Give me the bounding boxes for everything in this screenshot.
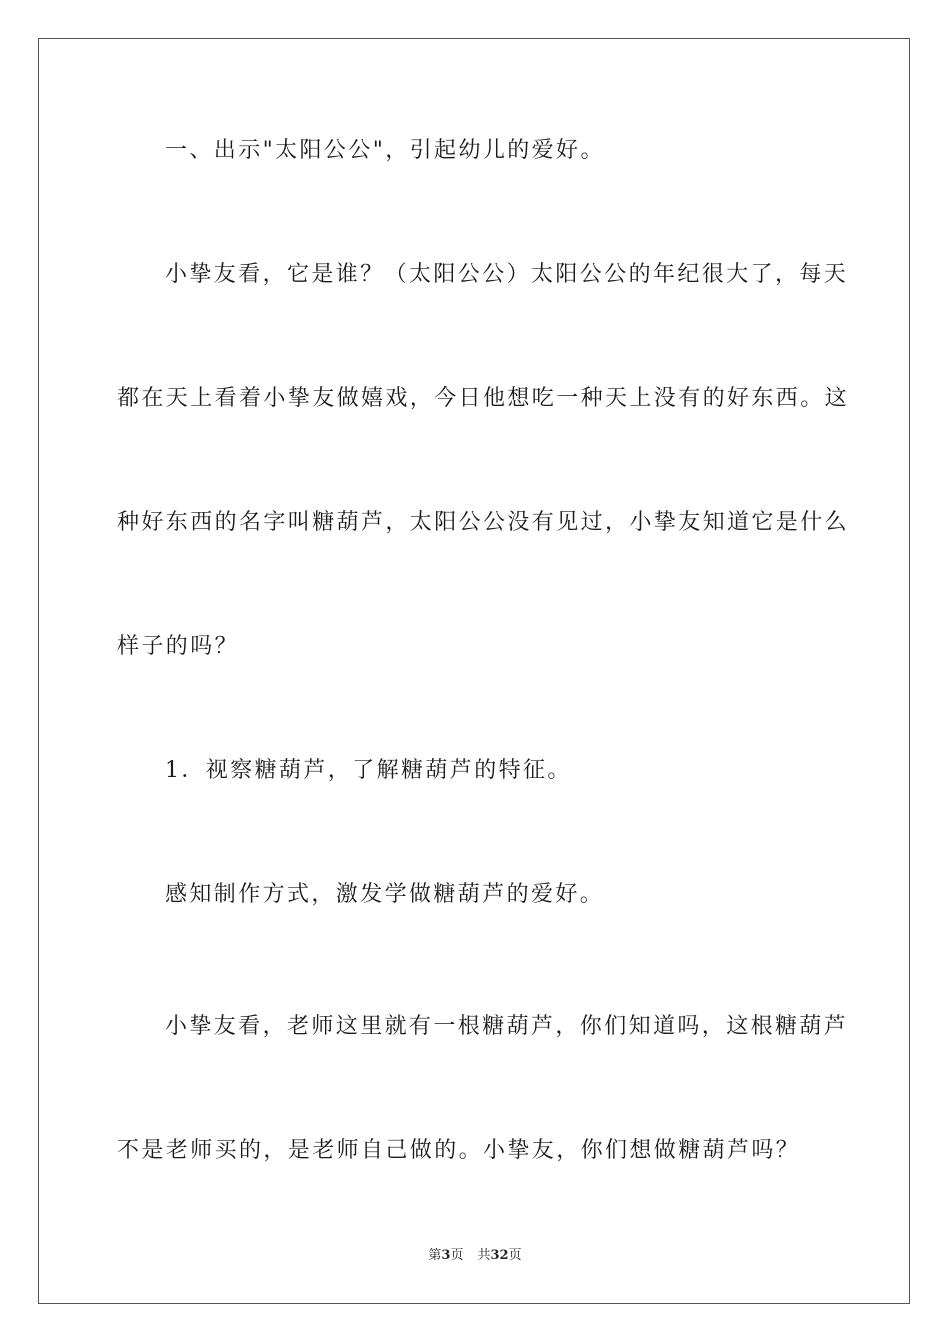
footer-total-pages: 32 [490,1248,509,1263]
page-footer [0,1248,950,1264]
footer-page-prefix: 第 [428,1248,442,1263]
paragraph-line: 感知制作方式，激发学做糖葫芦的爱好。 [165,882,605,907]
heading-line: 一、出示"太阳公公"，引起幼儿的爱好。 [165,138,605,163]
footer-total-suffix: 页 [508,1248,522,1263]
footer-page-suffix: 页 [450,1248,464,1263]
paragraph-line: 不是老师买的，是老师自己做的。小挚友，你们想做糖葫芦吗？ [117,1138,801,1163]
paragraph-line: 小挚友看，老师这里就有一根糖葫芦，你们知道吗，这根糖葫芦 [165,1014,849,1039]
paragraph-line: 种好东西的名字叫糖葫芦，太阳公公没有见过，小挚友知道它是什么 [117,510,850,535]
paragraph-line: 小挚友看，它是谁？（太阳公公）太阳公公的年纪很大了，每天 [165,262,849,287]
footer-total-prefix: 共 [477,1248,491,1263]
list-item-line: 1．视察糖葫芦，了解糖葫芦的特征。 [165,758,572,783]
paragraph-line: 样子的吗？ [117,634,240,659]
page-border [38,38,910,1304]
footer-page-number: 3 [441,1248,451,1263]
paragraph-line: 都在天上看着小挚友做嬉戏，今日他想吃一种天上没有的好东西。这 [117,386,850,411]
